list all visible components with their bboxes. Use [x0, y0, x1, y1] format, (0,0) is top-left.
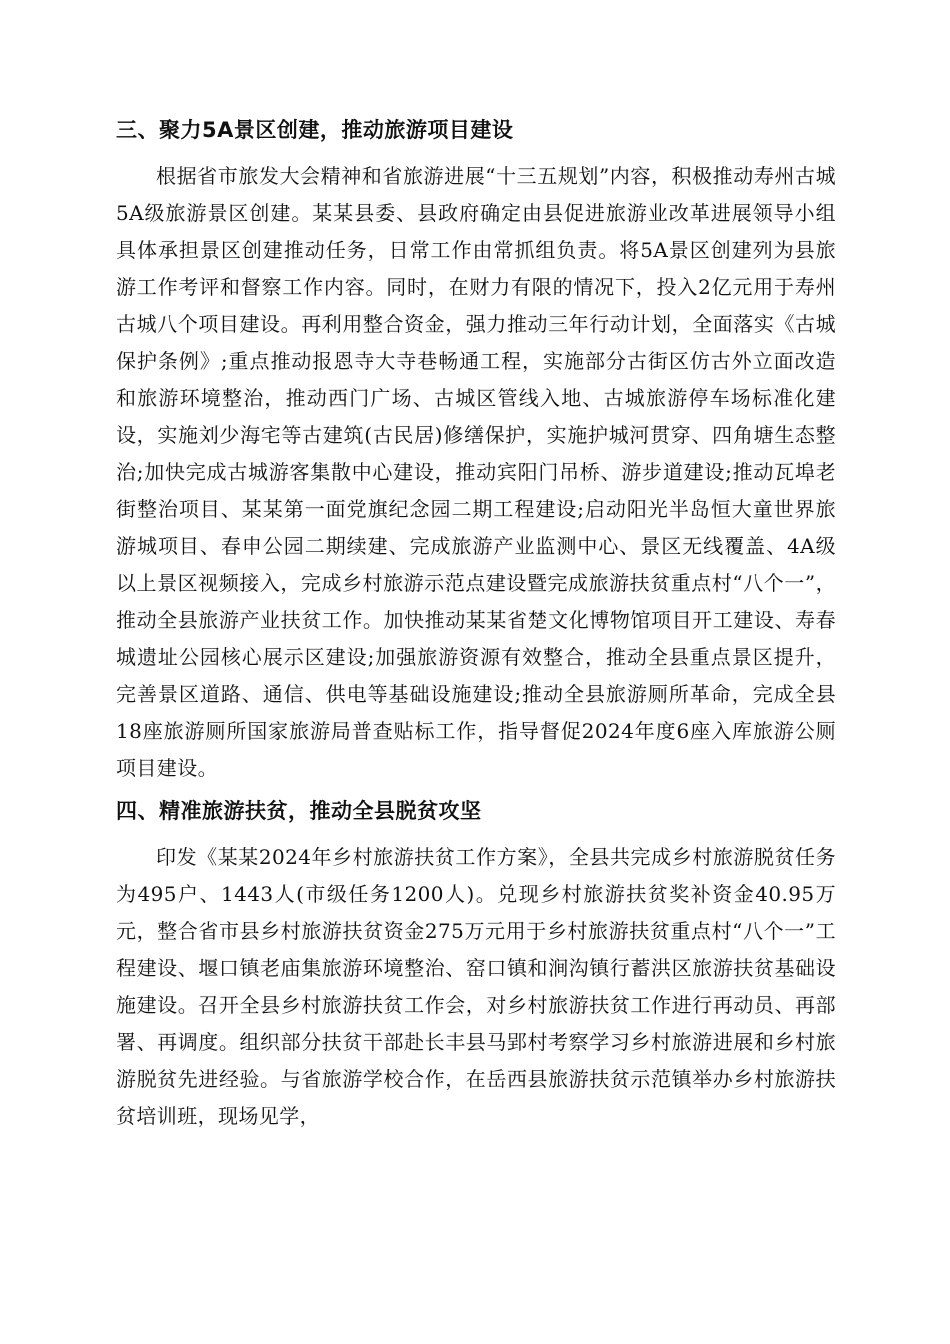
document-page — [116, 110, 836, 1139]
section-4-heading: 四、精准旅游扶贫，推动全县脱贫攻坚 — [116, 799, 482, 823]
section-3-paragraph: 根据省市旅发大会精神和省旅游进展“十三五规划”内容，积极推动寿州古城5A级旅游景区创建。某某县委、县政府确定由县促进旅游业改革进展领导小组具体承担景区创建推动任务，日常工作由常抓组负责。将5A景区创建列为县旅游工作考评和督察工作内容。同时，在财力有限的情况下，投入2亿元用于寿州古城八个项目建设。再利用整合资金，强力推动三年行动计划，全面落实《古城保护条例》;重点推动报恩寺大寺巷畅通工程，实施部分古街区仿古外立面改造和旅游环境整治，推动西门广场、古城区管线入地、古城旅游停车场标准化建设，实施刘少海宅等古建筑(古民居)修缮保护，实施护城河贯穿、四角塘生态整治;加快完成古城游客集散中心建设，推动宾阳门吊桥、游步道建设;推动瓦埠老街整治项目、某某第一面党旗纪念园二期工程建设;启动阳光半岛恒大童世界旅游城项目、春申公园二期续建、完成旅游产业监测中心、景区无线覆盖、4A级以上景区视频接入，完成乡村旅游示范点建设暨完成旅游扶贫重点村“八个一”，推动全县旅游产业扶贫工作。加快推动某某省楚文化博物馆项目开工建设、寿春城遗址公园核心展示区建设;加强旅游资源有效整合，推动全县重点景区提升，完善景区道路、通信、供电等基础设施建设;推动全县旅游厕所革命，完成全县18座旅游厕所国家旅游局普查贴标工作，指导督促2024年度6座入库旅游公厕项目建设。 — [116, 164, 836, 780]
section-3-heading: 三、聚力5A景区创建，推动旅游项目建设 — [116, 118, 514, 142]
section-4-paragraph: 印发《某某2024年乡村旅游扶贫工作方案》，全县共完成乡村旅游脱贫任务为495户、1443人(市级任务1200人)。兑现乡村旅游扶贫奖补资金40.95万元，整合省市县乡村旅游扶贫资金275万元用于乡村旅游扶贫重点村“八个一”工程建设、堰口镇老庙集旅游环境整治、窑口镇和涧沟镇行蓄洪区旅游扶贫基础设施建设。召开全县乡村旅游扶贫工作会，对乡村旅游扶贫工作进行再动员、再部署、再调度。组织部分扶贫干部赴长丰县马郢村考察学习乡村旅游进展和乡村旅游脱贫先进经验。与省旅游学校合作，在岳西县旅游扶贫示范镇举办乡村旅游扶贫培训班，现场见学， — [116, 845, 836, 1128]
